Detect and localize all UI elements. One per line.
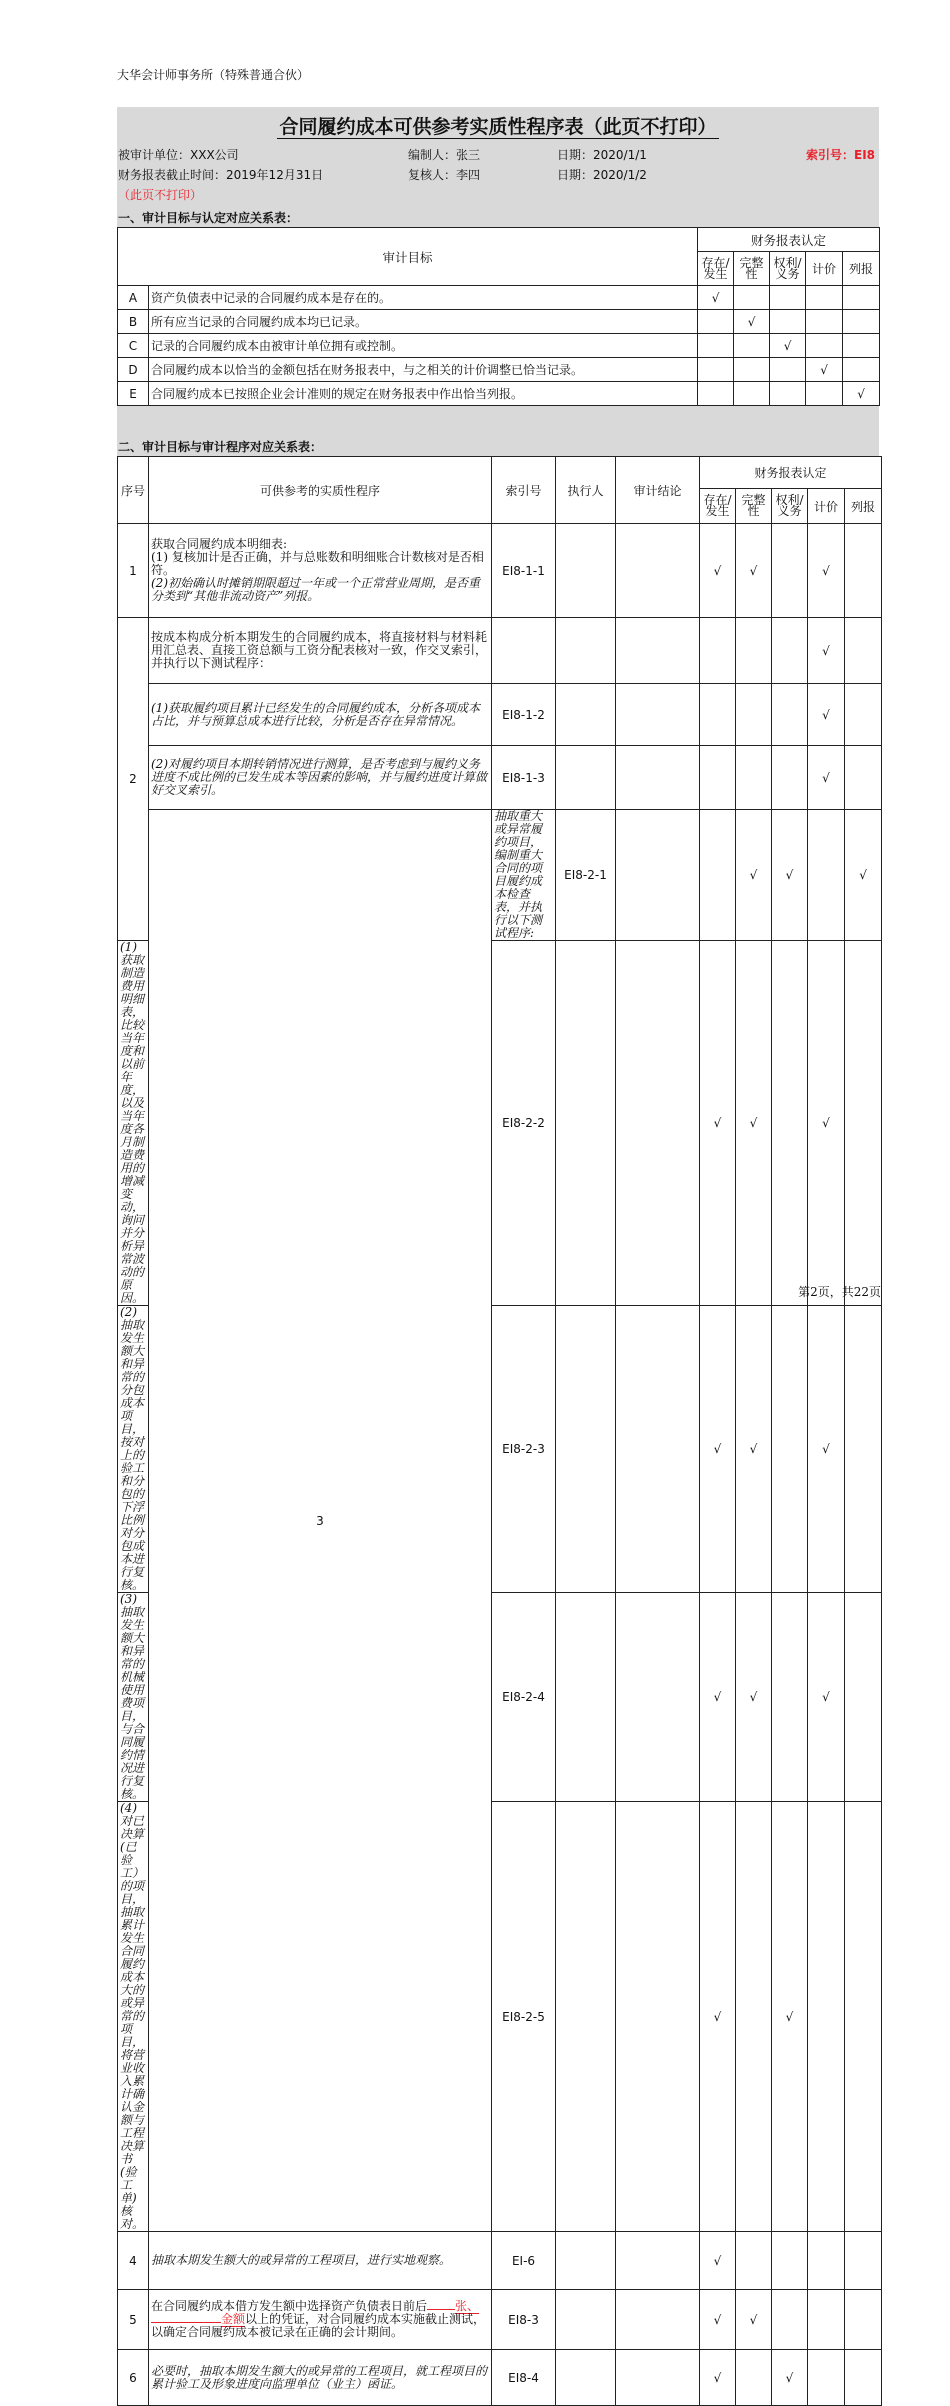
assertion-presentation: 列报 — [845, 489, 882, 524]
check-cell: √ — [808, 618, 845, 684]
check-cell — [772, 1593, 808, 1802]
check-cell — [808, 2290, 845, 2350]
check-cell — [736, 1802, 772, 2232]
check-cell — [806, 286, 843, 310]
procedure-index: EI-6 — [492, 2232, 556, 2290]
executor-cell[interactable] — [556, 2290, 616, 2350]
assertion-table — [117, 227, 880, 406]
check-cell — [845, 2232, 882, 2290]
procedure-text: 必要时，抽取本期发生额大的或异常的工程项目，就工程项目的累计验工及形象进度向监理单位（业主）函证。 — [149, 2350, 492, 2406]
check-cell — [736, 618, 772, 684]
procedure-row — [118, 810, 882, 941]
index-number: 索引号：EI8 — [806, 148, 876, 162]
check-cell — [734, 334, 770, 358]
check-cell — [806, 382, 843, 406]
check-cell — [772, 524, 808, 618]
conclusion-cell[interactable] — [616, 524, 700, 618]
row-id: A — [118, 286, 149, 310]
procedure-text: (3)抽取发生额大和异常的机械使用费项目，与合同履约情况进行复核。 — [118, 1593, 149, 1802]
no-print-note: （此页不打印） — [118, 188, 203, 202]
check-cell — [772, 2232, 808, 2290]
assertion-valuation: 计价 — [808, 489, 845, 524]
procedure-index: EI8-2-5 — [492, 1802, 556, 2232]
check-cell: √ — [700, 941, 736, 1306]
procedure-text: 抽取重大或异常履约项目，编制重大合同的项目履约成本检查表，并执行以下测试程序: — [492, 810, 556, 941]
procedure-index: EI8-2-2 — [492, 941, 556, 1306]
check-cell: √ — [806, 358, 843, 382]
check-cell — [734, 358, 770, 382]
period-line: 财务报表截止时间：2019年12月31日 — [118, 168, 324, 182]
check-cell — [845, 1593, 882, 1802]
executor-cell[interactable] — [616, 810, 700, 941]
conclusion-cell[interactable] — [700, 810, 736, 941]
assertion-row — [118, 382, 880, 406]
check-cell — [770, 310, 806, 334]
check-cell — [845, 941, 882, 1306]
procedure-no: 5 — [118, 2290, 149, 2350]
check-cell — [736, 684, 772, 746]
assertion-completeness: 完整性 — [734, 252, 770, 286]
check-cell: √ — [770, 334, 806, 358]
check-cell — [770, 382, 806, 406]
col-proc-header: 可供参考的实质性程序 — [149, 457, 492, 524]
procedure-no: 6 — [118, 2350, 149, 2406]
row-id: E — [118, 382, 149, 406]
check-cell — [845, 684, 882, 746]
check-cell: √ — [700, 1593, 736, 1802]
executor-cell[interactable] — [556, 746, 616, 810]
check-cell — [698, 310, 734, 334]
procedure-index — [492, 618, 556, 684]
procedure-index: EI8-1-2 — [492, 684, 556, 746]
check-cell — [845, 524, 882, 618]
assertion-group-header-2: 财务报表认定 — [700, 457, 882, 489]
conclusion-cell[interactable] — [616, 618, 700, 684]
col-target-header: 审计目标 — [118, 228, 698, 286]
procedure-row — [118, 2350, 882, 2406]
check-cell: √ — [808, 746, 845, 810]
reviewer-line: 复核人：李四 — [408, 168, 481, 182]
conclusion-cell[interactable] — [616, 941, 700, 1306]
procedure-index: EI8-4 — [492, 2350, 556, 2406]
check-cell — [845, 746, 882, 810]
assertion-rights: 权利/义务 — [770, 252, 806, 286]
preparer-line: 编制人：张三 — [408, 148, 481, 162]
page-title: 合同履约成本可供参考实质性程序表（此页不打印） — [279, 116, 717, 138]
check-cell: √ — [736, 1593, 772, 1802]
check-cell — [734, 286, 770, 310]
check-cell: √ — [845, 810, 882, 941]
conclusion-cell[interactable] — [616, 1306, 700, 1593]
assertion-row — [118, 358, 880, 382]
col-index-header: 索引号 — [492, 457, 556, 524]
check-cell — [808, 1802, 845, 2232]
procedure-index: EI8-2-4 — [492, 1593, 556, 1802]
check-cell — [806, 310, 843, 334]
procedure-no: 3 — [149, 810, 492, 2232]
check-cell: √ — [736, 810, 772, 941]
check-cell: √ — [808, 1593, 845, 1802]
procedure-table — [117, 456, 882, 2406]
procedure-row — [118, 2232, 882, 2290]
row-target-text: 资产负债表中记录的合同履约成本是存在的。 — [149, 286, 698, 310]
procedure-index: EI8-3 — [492, 2290, 556, 2350]
executor-cell[interactable] — [556, 1593, 616, 1802]
date2-line: 日期：2020/1/2 — [557, 168, 647, 182]
conclusion-cell[interactable] — [616, 1802, 700, 2232]
check-cell — [698, 358, 734, 382]
check-cell: √ — [808, 684, 845, 746]
check-cell — [843, 310, 880, 334]
row-target-text: 合同履约成本以恰当的金额包括在财务报表中，与之相关的计价调整已恰当记录。 — [149, 358, 698, 382]
executor-cell[interactable] — [556, 1306, 616, 1593]
assertion-row — [118, 286, 880, 310]
check-cell — [698, 334, 734, 358]
check-cell — [843, 286, 880, 310]
row-target-text: 记录的合同履约成本由被审计单位拥有或控制。 — [149, 334, 698, 358]
procedure-text: 抽取本期发生额大的或异常的工程项目，进行实地观察。 — [149, 2232, 492, 2290]
executor-cell[interactable] — [556, 524, 616, 618]
procedure-index: EI8-2-3 — [492, 1306, 556, 1593]
executor-cell[interactable] — [556, 618, 616, 684]
procedure-row — [118, 746, 882, 810]
check-cell — [736, 746, 772, 810]
col-conclusion-header: 审计结论 — [616, 457, 700, 524]
procedure-text: 获取合同履约成本明细表: (1) 复核加计是否正确，并与总账数和明细账合计数核对是否相符。 (2)初始确认时摊销期限超过一年或一个正常营业周期，是否重分类到“其他非流动资产”列报。 — [149, 524, 492, 618]
procedure-text: 按成本构成分析本期发生的合同履约成本，将直接材料与材料耗用汇总表、直接工资总额与工资分配表核对一致，作交叉索引，并执行以下测试程序： — [149, 618, 492, 684]
procedure-no: 1 — [118, 524, 149, 618]
procedure-row — [118, 524, 882, 618]
assertion-row — [118, 334, 880, 358]
procedure-index: EI8-1-1 — [492, 524, 556, 618]
check-cell — [700, 746, 736, 810]
procedure-text: (4)对已决算(已验工）的项目，抽取累计发生合同履约成本大的或异常的项目，将营业收入累计确认金额与工程决算书(验工单)核对。 — [118, 1802, 149, 2232]
check-cell — [845, 2350, 882, 2406]
check-cell: √ — [700, 2350, 736, 2406]
check-cell — [772, 1306, 808, 1593]
check-cell: √ — [700, 2232, 736, 2290]
date1-line: 日期：2020/1/1 — [557, 148, 647, 162]
row-target-text: 合同履约成本已按照企业会计准则的规定在财务报表中作出恰当列报。 — [149, 382, 698, 406]
conclusion-cell[interactable] — [616, 1593, 700, 1802]
conclusion-cell[interactable] — [616, 2290, 700, 2350]
procedure-row — [118, 618, 882, 684]
assertion-presentation: 列报 — [843, 252, 880, 286]
row-id: C — [118, 334, 149, 358]
conclusion-cell[interactable] — [616, 2232, 700, 2290]
check-cell — [808, 2350, 845, 2406]
check-cell — [772, 618, 808, 684]
row-id: D — [118, 358, 149, 382]
check-cell: √ — [736, 941, 772, 1306]
conclusion-cell[interactable] — [616, 2350, 700, 2406]
check-cell — [772, 941, 808, 1306]
check-cell — [845, 618, 882, 684]
procedure-index: EI8-1-3 — [492, 746, 556, 810]
assertion-rights: 权利/义务 — [772, 489, 808, 524]
check-cell: √ — [700, 1802, 736, 2232]
section2-title: 二、审计目标与审计程序对应关系表： — [118, 440, 323, 454]
procedure-row — [118, 684, 882, 746]
check-cell — [845, 2290, 882, 2350]
assertion-completeness: 完整性 — [736, 489, 772, 524]
check-cell — [806, 334, 843, 358]
check-cell — [772, 746, 808, 810]
check-cell: √ — [700, 2290, 736, 2350]
entity-line: 被审计单位：XXX公司 — [118, 148, 239, 162]
row-id: B — [118, 310, 149, 334]
procedure-text: 在合同履约成本借方发生额中选择资产负债表日前后 张、金额以上的凭证，对合同履约成本实施截止测试，以确定合同履约成本被记录在正确的会计期间。 — [149, 2290, 492, 2350]
check-cell: √ — [772, 810, 808, 941]
check-cell: √ — [734, 310, 770, 334]
check-cell — [700, 684, 736, 746]
executor-cell[interactable] — [556, 1802, 616, 2232]
assertion-row — [118, 310, 880, 334]
procedure-text: (2)抽取发生额大和异常的分包成本项目，按对上的验工和分包的下浮比例对分包成本进行复核。 — [118, 1306, 149, 1593]
check-cell: √ — [736, 524, 772, 618]
check-cell: √ — [772, 2350, 808, 2406]
executor-cell[interactable] — [556, 941, 616, 1306]
executor-cell[interactable] — [556, 2232, 616, 2290]
procedure-row — [118, 2290, 882, 2350]
procedure-text: (1)获取履约项目累计已经发生的合同履约成本，分析各项成本占比，并与预算总成本进行比较，分析是否存在异常情况。 — [149, 684, 492, 746]
assertion-valuation: 计价 — [806, 252, 843, 286]
check-cell — [770, 286, 806, 310]
col-exec-header: 执行人 — [556, 457, 616, 524]
check-cell — [736, 2232, 772, 2290]
conclusion-cell[interactable] — [616, 746, 700, 810]
check-cell — [736, 2350, 772, 2406]
conclusion-cell[interactable] — [616, 684, 700, 746]
check-cell — [843, 334, 880, 358]
check-cell — [843, 358, 880, 382]
procedure-no: 2 — [118, 618, 149, 941]
procedure-text: (1)获取制造费用明细表，比较当年度和以前年度，以及当年度各月制造费用的增减变动，询问并分析异常波动的原因。 — [118, 941, 149, 1306]
check-cell: √ — [772, 1802, 808, 2232]
executor-cell[interactable] — [556, 2350, 616, 2406]
col-no-header: 序号 — [118, 457, 149, 524]
check-cell: √ — [843, 382, 880, 406]
check-cell: √ — [736, 1306, 772, 1593]
check-cell — [700, 618, 736, 684]
assertion-existence: 存在/发生 — [698, 252, 734, 286]
page-number: 第2页，共22页 — [798, 1285, 881, 1299]
executor-cell[interactable] — [556, 684, 616, 746]
check-cell — [772, 684, 808, 746]
check-cell — [770, 358, 806, 382]
check-cell: √ — [700, 1306, 736, 1593]
check-cell — [845, 1306, 882, 1593]
check-cell — [808, 810, 845, 941]
assertion-existence: 存在/发生 — [700, 489, 736, 524]
check-cell: √ — [808, 524, 845, 618]
check-cell: √ — [698, 286, 734, 310]
check-cell — [698, 382, 734, 406]
check-cell — [772, 2290, 808, 2350]
section1-title: 一、审计目标与认定对应关系表： — [118, 211, 299, 225]
procedure-text: (2)对履约项目本期转销情况进行测算，是否考虑到与履约义务进度不成比例的已发生成本等因素的影响，并与履约进度计算做好交叉索引。 — [149, 746, 492, 810]
firm-name: 大华会计师事务所（特殊普通合伙） — [117, 68, 310, 82]
procedure-no: 4 — [118, 2232, 149, 2290]
check-cell — [734, 382, 770, 406]
procedure-index: EI8-2-1 — [556, 810, 616, 941]
check-cell — [845, 1802, 882, 2232]
check-cell: √ — [736, 2290, 772, 2350]
row-target-text: 所有应当记录的合同履约成本均已记录。 — [149, 310, 698, 334]
check-cell: √ — [700, 524, 736, 618]
check-cell — [808, 2232, 845, 2290]
assertion-group-header: 财务报表认定 — [698, 228, 880, 252]
check-cell: √ — [808, 1306, 845, 1593]
check-cell: √ — [808, 941, 845, 1306]
